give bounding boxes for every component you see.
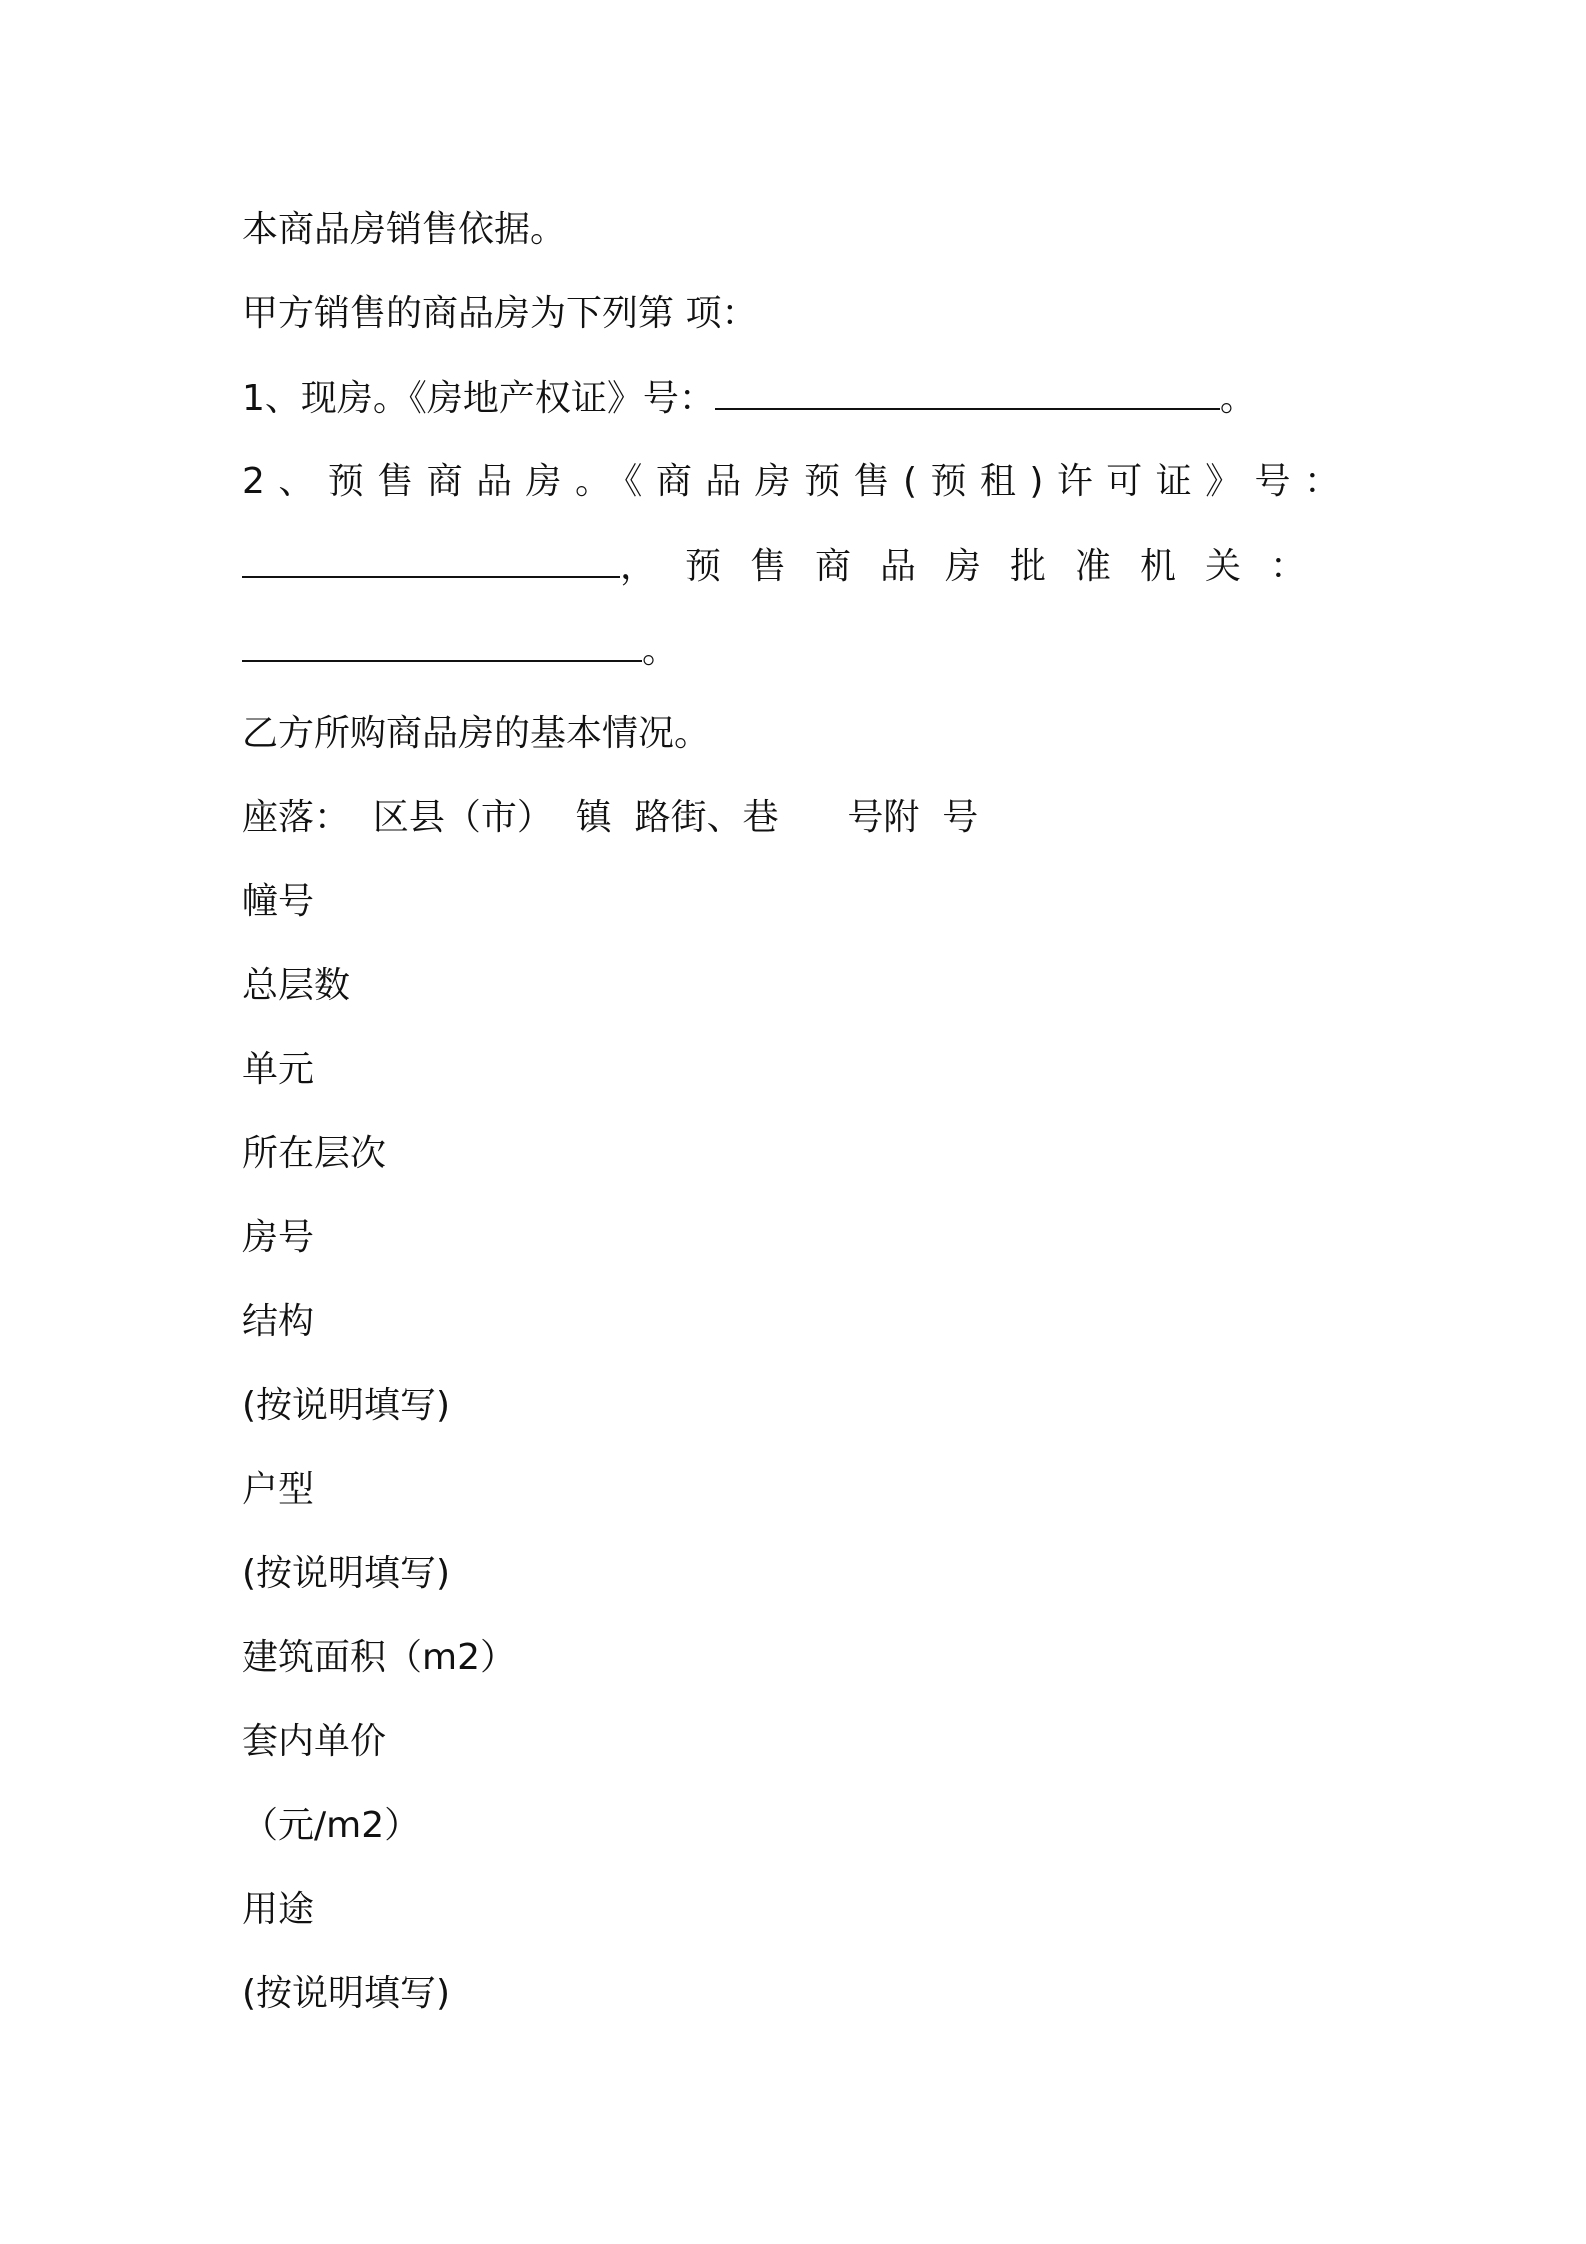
paragraph-text: 本商品房销售依据。 — [242, 209, 567, 250]
paragraph-text: 座落： 区县（市） 镇 路街、巷 号附 号 — [242, 797, 979, 838]
paragraph-text: 2、预售商品房。《商品房预售(预租)许可证》号： — [242, 461, 1340, 502]
paragraph-text: 乙方所购商品房的基本情况。 — [242, 713, 711, 754]
text-line — [242, 1208, 1342, 1268]
paragraph-text: 所在层次 — [242, 1133, 387, 1174]
paragraph-text: (按说明填写) — [242, 1553, 451, 1594]
paragraph-text: 总层数 — [242, 965, 351, 1006]
paragraph-text: 房号 — [242, 1217, 315, 1258]
fill-blank-underline — [715, 368, 1220, 410]
text-line — [242, 1796, 1342, 1856]
text-line — [242, 1124, 1342, 1184]
text-line — [242, 704, 1342, 764]
fill-blank-underline — [242, 536, 620, 578]
paragraph-text: (按说明填写) — [242, 1385, 451, 1426]
text-line — [242, 1628, 1342, 1688]
paragraph-text: 单元 — [242, 1049, 315, 1090]
paragraph-text: 结构 — [242, 1301, 315, 1342]
text-line — [242, 1964, 1342, 2024]
text-line — [242, 1040, 1342, 1100]
text-line — [242, 452, 1340, 512]
paragraph-text: 用途 — [242, 1889, 315, 1930]
text-line — [242, 284, 1342, 344]
text-line — [242, 620, 1342, 680]
paragraph-text: 户型 — [242, 1469, 315, 1510]
text-line — [242, 1544, 1342, 1604]
paragraph-text: (按说明填写) — [242, 1973, 451, 2014]
paragraph-text: ，预售商品房批准机关： — [620, 546, 1336, 587]
paragraph-text: 。 — [1219, 378, 1256, 419]
paragraph-text: 。 — [642, 630, 679, 671]
text-line — [242, 1712, 1342, 1772]
paragraph-text: 建筑面积（m2） — [242, 1637, 516, 1678]
text-line — [242, 1880, 1342, 1940]
paragraph-text: 幢号 — [242, 881, 315, 922]
text-line — [242, 368, 1342, 428]
text-line — [242, 788, 1342, 848]
paragraph-text: 1、现房。《房地产权证》号： — [242, 378, 715, 419]
fill-blank-underline — [242, 620, 642, 662]
text-line — [242, 872, 1342, 932]
text-line — [242, 1460, 1342, 1520]
text-line — [242, 1376, 1342, 1436]
text-line — [242, 1292, 1342, 1352]
paragraph-text: 甲方销售的商品房为下列第 项： — [242, 293, 758, 334]
text-line — [242, 200, 1342, 260]
text-line — [242, 536, 1342, 596]
paragraph-text: （元/m2） — [242, 1805, 421, 1846]
text-line — [242, 956, 1342, 1016]
paragraph-text: 套内单价 — [242, 1721, 387, 1762]
